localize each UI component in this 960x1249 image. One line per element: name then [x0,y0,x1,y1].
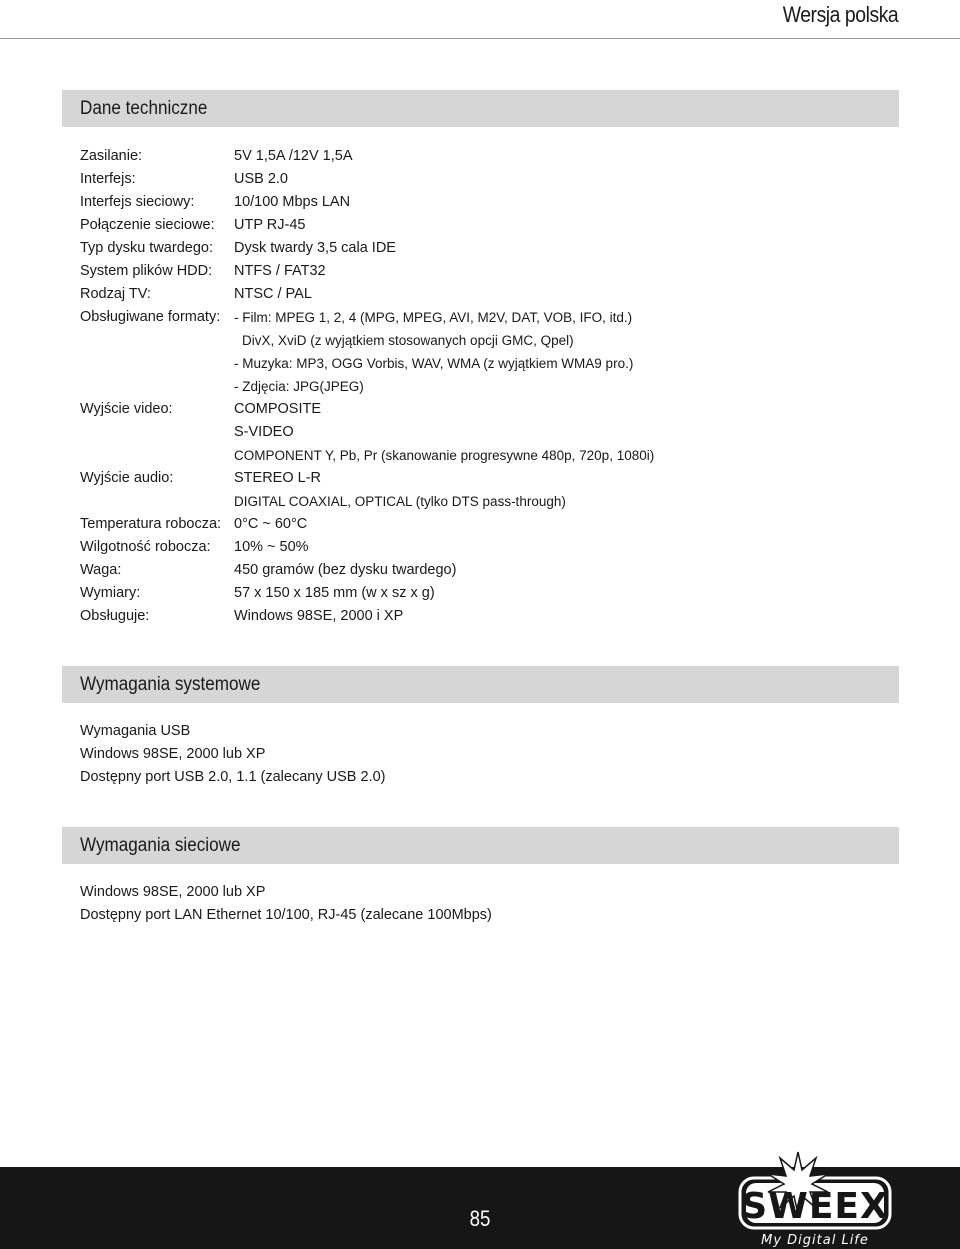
spec-row [80,260,900,283]
section-bar-system [62,666,899,703]
system-requirements-list [80,720,385,789]
spec-table [80,145,900,628]
spec-value: Windows 98SE, 2000 i XP [234,608,404,624]
spec-label: Wyjście video: [80,401,173,417]
spec-label: Wyjście audio: [80,470,174,486]
spec-label: Interfejs sieciowy: [80,194,195,210]
spec-label: Zasilanie: [80,148,143,164]
spec-row [80,237,900,260]
spec-label: Obsługuje: [80,608,150,624]
logo-wordmark: SWEEX [741,1186,889,1227]
list-item: Windows 98SE, 2000 lub XP [80,884,266,900]
spec-value: 450 gramów (bez dysku twardego) [234,562,457,578]
spec-label [80,375,234,398]
spec-value: NTSC / PAL [234,286,312,302]
spec-row [80,582,900,605]
spec-label: Typ dysku twardego: [80,240,213,256]
spec-label: Obsługiwane formaty: [80,309,221,325]
spec-value: 57 x 150 x 185 mm (w x sz x g) [234,585,435,601]
spec-value: - Zdjęcia: JPG(JPEG) [234,379,364,394]
section-bar-technical [62,90,899,127]
spec-value: COMPOSITE [234,401,322,417]
spec-row [80,352,900,375]
spec-value: NTFS / FAT32 [234,263,326,279]
spec-row [80,490,900,513]
spec-row [80,444,900,467]
spec-row [80,398,900,421]
spec-label: Połączenie sieciowe: [80,217,215,233]
list-item: Dostępny port LAN Ethernet 10/100, RJ-45 (zalecane 100Mbps) [80,907,492,923]
section-bar-network [62,827,899,864]
spec-value: DivX, XviD (z wyjątkiem stosowanych opcji GMC, Qpel) [242,333,574,348]
sweex-logo [732,1148,898,1248]
spec-value: USB 2.0 [234,171,288,187]
spec-value: UTP RJ-45 [234,217,306,233]
spec-value: S-VIDEO [234,424,294,440]
spec-row [80,329,900,352]
spec-value: 10/100 Mbps LAN [234,194,351,210]
spec-label [80,329,234,352]
list-item: Dostępny port USB 2.0, 1.1 (zalecany USB 2.0) [80,769,386,785]
spec-row [80,191,900,214]
list-item: Windows 98SE, 2000 lub XP [80,746,266,762]
spec-value: Dysk twardy 3,5 cala IDE [234,240,396,256]
spec-label [80,444,234,467]
spec-label: System plików HDD: [80,263,213,279]
spec-value: - Film: MPEG 1, 2, 4 (MPG, MPEG, AVI, M2V, DAT, VOB, IFO, itd.) [234,310,633,325]
spec-value: DIGITAL COAXIAL, OPTICAL (tylko DTS pass-through) [234,494,566,509]
spec-row [80,421,900,444]
spec-value: STEREO L-R [234,470,322,486]
spec-row [80,513,900,536]
spec-row [80,467,900,490]
spec-row [80,306,900,329]
spec-row [80,559,900,582]
spec-row [80,145,900,168]
spec-value: COMPONENT Y, Pb, Pr (skanowanie progresywne 480p, 720p, 1080i) [234,448,655,463]
spec-label [80,352,234,375]
section-title-technical: Dane techniczne [80,97,208,119]
list-item: Wymagania USB [80,723,191,739]
section-title-network: Wymagania sieciowe [80,834,241,856]
spec-row [80,375,900,398]
spec-value: 5V 1,5A /12V 1,5A [234,148,353,164]
language-header: Wersja polska [782,2,898,27]
spec-row [80,283,900,306]
spec-label: Waga: [80,562,122,578]
section-title-system: Wymagania systemowe [80,673,261,695]
spec-value: 10% ~ 50% [234,539,309,555]
spec-label: Rodzaj TV: [80,286,151,302]
spec-label: Wymiary: [80,585,141,601]
spec-label: Temperatura robocza: [80,516,222,532]
spec-label: Interfejs: [80,171,136,187]
spec-label [80,490,234,513]
page-number: 85 [469,1206,491,1231]
spec-label: Wilgotność robocza: [80,539,211,555]
spec-value: 0°C ~ 60°C [234,516,308,532]
logo-tagline: My Digital Life [761,1233,869,1248]
network-requirements-list [80,881,492,927]
spec-row [80,168,900,191]
spec-label [80,421,234,444]
spec-row [80,214,900,237]
header-rule [0,38,960,39]
spec-row [80,536,900,559]
spec-row [80,605,900,628]
spec-value: - Muzyka: MP3, OGG Vorbis, WAV, WMA (z wyjątkiem WMA9 pro.) [234,356,634,371]
